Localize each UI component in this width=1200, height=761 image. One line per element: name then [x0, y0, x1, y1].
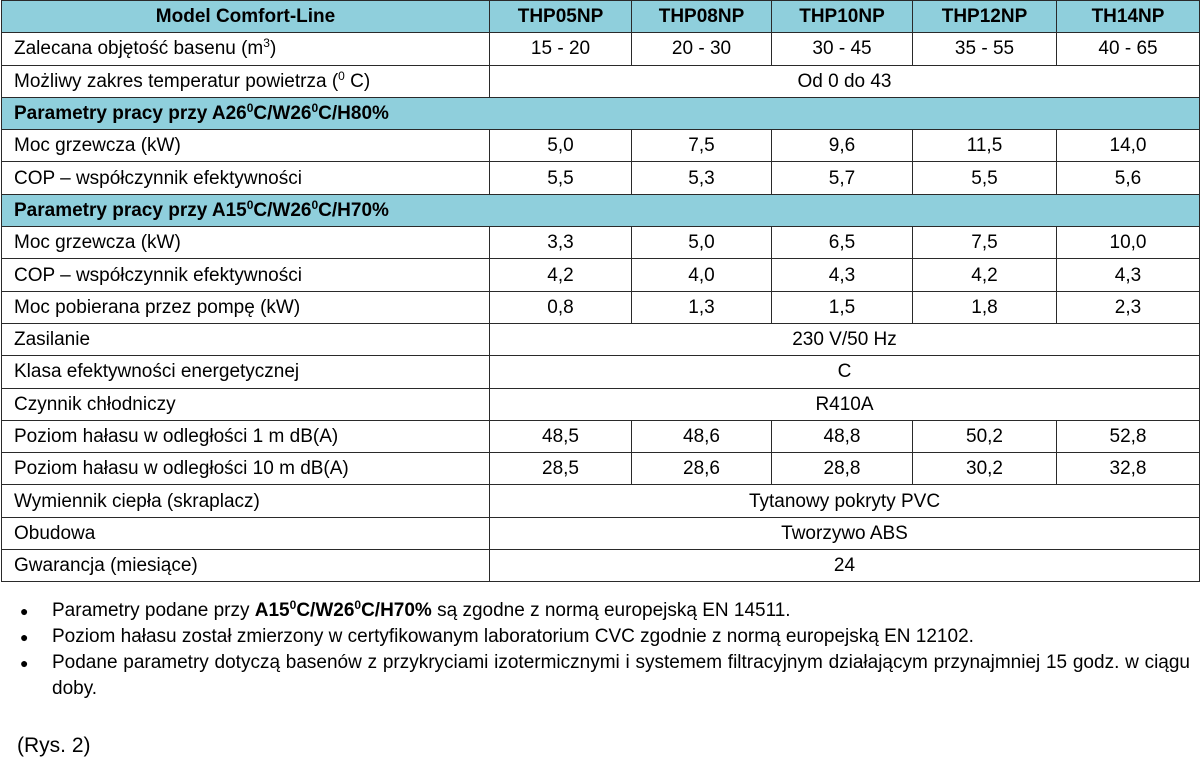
cell-value: 5,5 — [913, 162, 1057, 194]
table-row — [2, 323, 1200, 355]
cell-value: 1,8 — [913, 291, 1057, 323]
row-label: Zasilanie — [2, 323, 490, 355]
cell-value: 1,3 — [632, 291, 772, 323]
figure-caption: (Rys. 2) — [17, 734, 91, 757]
row-label: Poziom hałasu w odległości 10 m dB(A) — [2, 453, 490, 485]
table-row — [2, 356, 1200, 388]
row-label: Gwarancja (miesiące) — [2, 550, 490, 582]
table-row — [2, 65, 1200, 97]
cell-value: 28,8 — [772, 453, 913, 485]
cell-value: 1,5 — [772, 291, 913, 323]
cell-value: 0,8 — [490, 291, 632, 323]
row-label: Zalecana objętość basenu $(m^3)$ — [2, 33, 490, 65]
cell-value: 48,6 — [632, 420, 772, 452]
cell-value: 10,0 — [1057, 227, 1200, 259]
cell-value: 6,5 — [772, 227, 913, 259]
note-item: ● Parametry podane przy $A15^0C/W26^0C/H70\%$ są zgodne z normą europejską EN 14511. — [0, 598, 1190, 624]
row-label: Klasa efektywności energetycznej — [2, 356, 490, 388]
cell-value: 24 — [490, 550, 1200, 582]
row-label: COP – współczynnik efektywności — [2, 259, 490, 291]
row-label: Wymiennik ciepła (skraplacz) — [2, 485, 490, 517]
table-row — [2, 550, 1200, 582]
table-row — [2, 517, 1200, 549]
cell-value: 5,3 — [632, 162, 772, 194]
table-row — [2, 453, 1200, 485]
section-row — [2, 97, 1200, 129]
cell-value: 230 V/50 Hz — [490, 323, 1200, 355]
table-row — [2, 259, 1200, 291]
section-row — [2, 194, 1200, 226]
cell-value: Tytanowy pokryty PVC — [490, 485, 1200, 517]
cell-value: R410A — [490, 388, 1200, 420]
row-label: Poziom hałasu w odległości 1 m dB(A) — [2, 420, 490, 452]
note-item — [0, 650, 1190, 702]
cell-value: 9,6 — [772, 130, 913, 162]
cell-value: 7,5 — [913, 227, 1057, 259]
cell-value: 48,8 — [772, 420, 913, 452]
section-title: Parametry pracy przy $A26^0C/W26^0C/H80\%$ — [2, 97, 1200, 129]
cell-value: 32,8 — [1057, 453, 1200, 485]
row-label: Obudowa — [2, 517, 490, 549]
table-row — [2, 130, 1200, 162]
row-label: Moc pobierana przez pompę (kW) — [2, 291, 490, 323]
table-row — [2, 291, 1200, 323]
cell-value: 7,5 — [632, 130, 772, 162]
table-row — [2, 420, 1200, 452]
cell-value: 4,3 — [772, 259, 913, 291]
table-row — [2, 33, 1200, 65]
table-row — [2, 485, 1200, 517]
cell-value: 5,0 — [632, 227, 772, 259]
note-text: Poziom hałasu został zmierzony w certyfikowanym laboratorium CVC zgodnie z normą europejską EN 12102. — [52, 626, 974, 647]
cell-value: 30 - 45 — [772, 33, 913, 65]
table-row — [2, 162, 1200, 194]
cell-value: 3,3 — [490, 227, 632, 259]
model-name: THP05NP — [490, 1, 632, 33]
note-item — [0, 624, 1190, 650]
cell-value: Tworzywo ABS — [490, 517, 1200, 549]
cell-value: 28,6 — [632, 453, 772, 485]
cell-value: 48,5 — [490, 420, 632, 452]
cell-value: 4,0 — [632, 259, 772, 291]
table-row — [2, 388, 1200, 420]
cell-value: 2,3 — [1057, 291, 1200, 323]
model-header: Model Comfort-Line — [2, 1, 490, 33]
notes-list — [0, 598, 1190, 702]
table-row — [2, 227, 1200, 259]
cell-value: Od 0 do 43 — [490, 65, 1200, 97]
cell-value: 40 - 65 — [1057, 33, 1200, 65]
row-label: Moc grzewcza (kW) — [2, 227, 490, 259]
note-text: Podane parametry dotyczą basenów z przykryciami izotermicznymi i systemem filtracyjnym działającym przynajmniej 15 godz. w ciągu doby. — [52, 652, 1190, 699]
spec-table — [1, 0, 1200, 582]
cell-value: 52,8 — [1057, 420, 1200, 452]
cell-value: C — [490, 356, 1200, 388]
cell-value: 4,2 — [913, 259, 1057, 291]
row-label: COP – współczynnik efektywności — [2, 162, 490, 194]
cell-value: 30,2 — [913, 453, 1057, 485]
bullet-icon: ● — [20, 603, 29, 619]
section-title: Parametry pracy przy $A15^0C/W26^0C/H70\%$ — [2, 194, 1200, 226]
row-label: Czynnik chłodniczy — [2, 388, 490, 420]
cell-value: 5,6 — [1057, 162, 1200, 194]
cell-value: 35 - 55 — [913, 33, 1057, 65]
model-name: THP08NP — [632, 1, 772, 33]
header-row — [2, 1, 1200, 33]
cell-value: 15 - 20 — [490, 33, 632, 65]
model-name: TH14NP — [1057, 1, 1200, 33]
cell-value: 4,3 — [1057, 259, 1200, 291]
cell-value: 4,2 — [490, 259, 632, 291]
row-label: Możliwy zakres temperatur powietrza ($^0$ C) — [2, 65, 490, 97]
row-label: Moc grzewcza (kW) — [2, 130, 490, 162]
cell-value: 11,5 — [913, 130, 1057, 162]
bullet-icon: ● — [20, 655, 29, 671]
bullet-icon: ● — [20, 629, 29, 645]
cell-value: 5,5 — [490, 162, 632, 194]
cell-value: 28,5 — [490, 453, 632, 485]
cell-value: 50,2 — [913, 420, 1057, 452]
model-name: THP10NP — [772, 1, 913, 33]
cell-value: 5,7 — [772, 162, 913, 194]
model-name: THP12NP — [913, 1, 1057, 33]
cell-value: 14,0 — [1057, 130, 1200, 162]
cell-value: 20 - 30 — [632, 33, 772, 65]
cell-value: 5,0 — [490, 130, 632, 162]
